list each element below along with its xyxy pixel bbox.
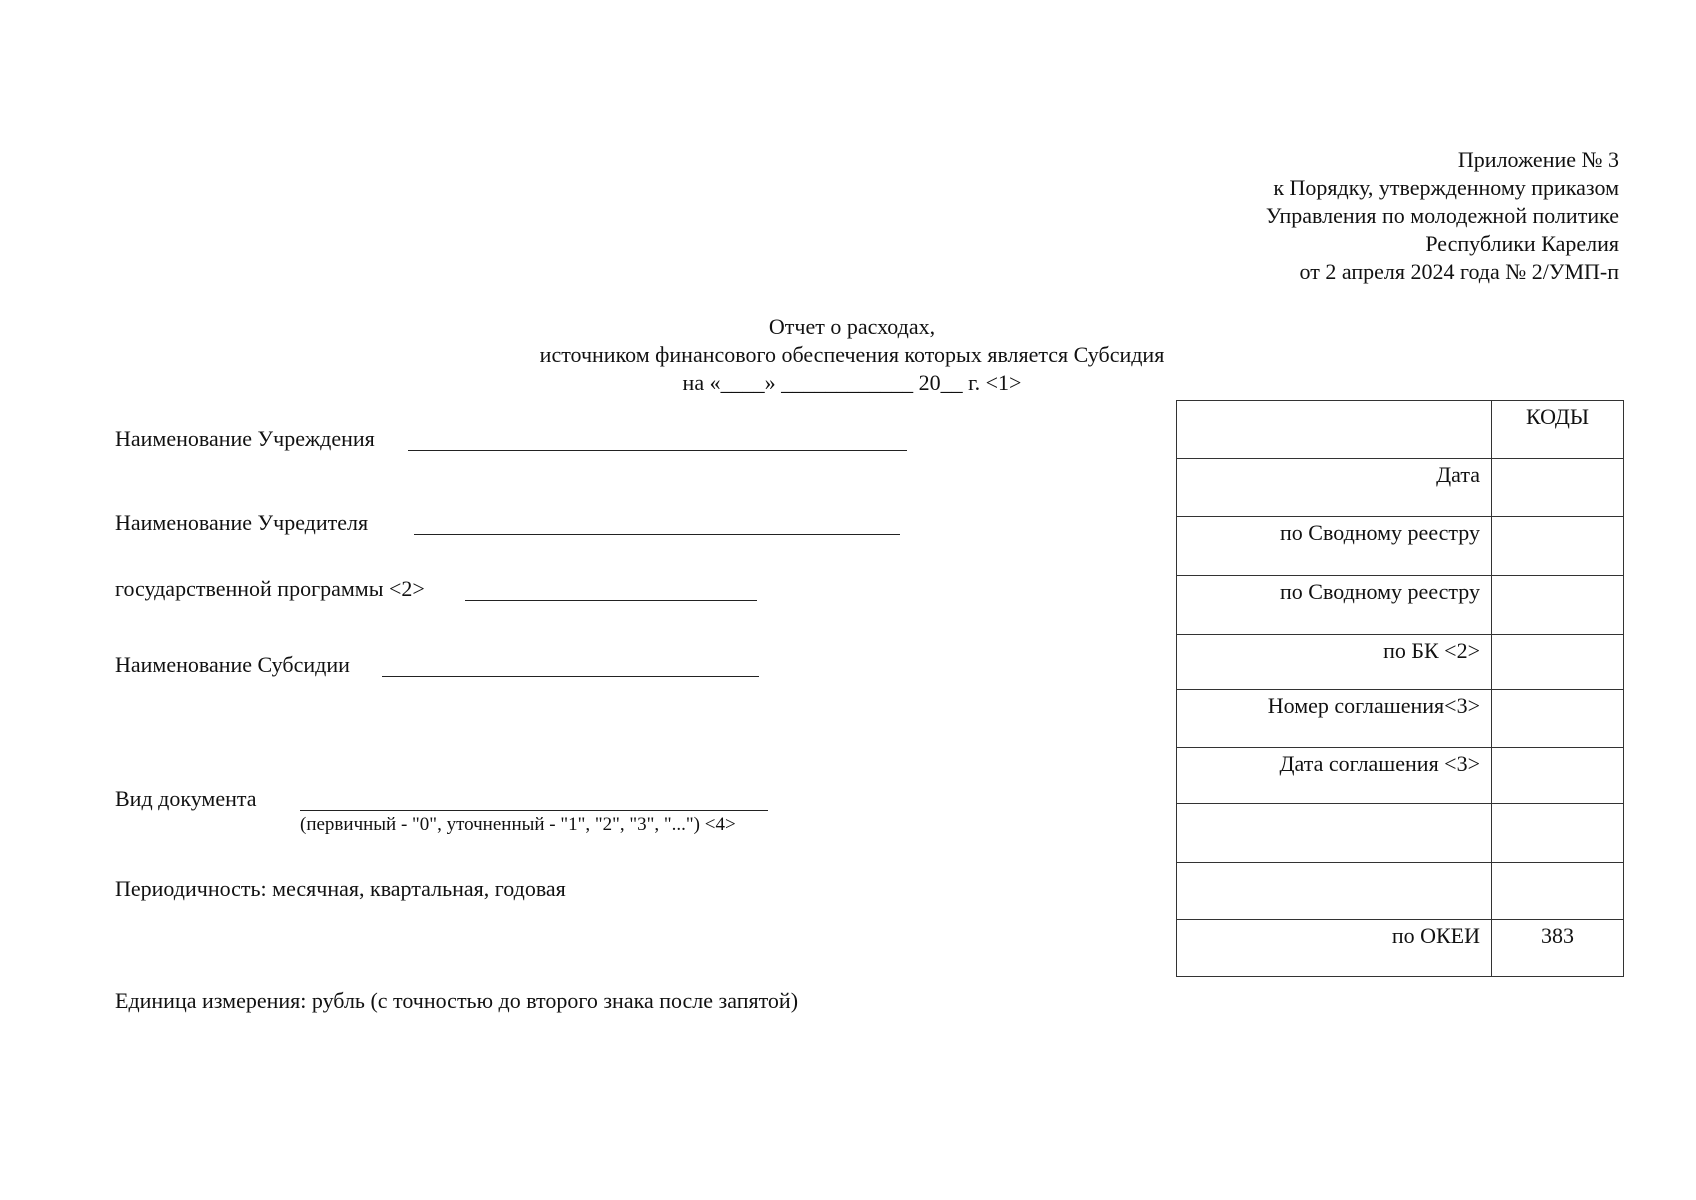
- appendix-line: Республики Карелия: [1425, 231, 1619, 256]
- program-field[interactable]: [465, 600, 757, 601]
- codes-row-label: [1177, 863, 1492, 920]
- unit-text: Единица измерения: рубль (с точностью до второго знака после запятой): [115, 988, 799, 1013]
- codes-row: [1177, 517, 1624, 576]
- codes-table: [1176, 400, 1624, 977]
- codes-row-label: по Сводному реестру: [1177, 517, 1492, 576]
- appendix-line: Приложение № 3: [1457, 147, 1619, 172]
- codes-row-value[interactable]: [1492, 576, 1624, 635]
- subsidy-field[interactable]: [382, 676, 759, 677]
- codes-row: [1177, 690, 1624, 748]
- report-title-line1: Отчет о расходах,: [768, 314, 936, 339]
- codes-row-label: [1177, 804, 1492, 863]
- institution-field[interactable]: [408, 450, 907, 451]
- report-date-line: на «____» ____________ 20__ г. <1>: [682, 370, 1022, 395]
- report-title-line2: источником финансового обеспечения которых является Субсидия: [539, 342, 1165, 367]
- appendix-line: Управления по молодежной политике: [1265, 203, 1619, 228]
- codes-row-value[interactable]: [1492, 517, 1624, 576]
- founder-field[interactable]: [414, 534, 900, 535]
- codes-row: [1177, 748, 1624, 804]
- codes-row-label: по ОКЕИ: [1177, 920, 1492, 977]
- codes-row: [1177, 635, 1624, 690]
- codes-row-label: Дата: [1177, 459, 1492, 517]
- subsidy-label: Наименование Субсидии: [115, 652, 350, 677]
- codes-row-value[interactable]: [1492, 748, 1624, 804]
- codes-row-value[interactable]: 383: [1492, 920, 1624, 977]
- appendix-header: [1266, 146, 1619, 286]
- codes-header: КОДЫ: [1492, 401, 1624, 459]
- codes-row: [1177, 920, 1624, 977]
- codes-header-empty: [1177, 401, 1492, 459]
- program-label: государственной программы <2>: [115, 576, 425, 601]
- appendix-line: от 2 апреля 2024 года № 2/УМП-п: [1299, 259, 1619, 284]
- periodicity-text: Периодичность: месячная, квартальная, годовая: [115, 876, 566, 901]
- codes-row: [1177, 804, 1624, 863]
- codes-row-label: по БК <2>: [1177, 635, 1492, 690]
- institution-label: Наименование Учреждения: [115, 426, 375, 451]
- codes-header-row: [1177, 401, 1624, 459]
- appendix-line: к Порядку, утвержденному приказом: [1273, 175, 1619, 200]
- codes-row: [1177, 459, 1624, 517]
- codes-row-value[interactable]: [1492, 804, 1624, 863]
- doc-type-field[interactable]: [300, 810, 768, 811]
- codes-row-value[interactable]: [1492, 863, 1624, 920]
- founder-label: Наименование Учредителя: [115, 510, 369, 535]
- codes-row-label: Дата соглашения <3>: [1177, 748, 1492, 804]
- codes-row: [1177, 576, 1624, 635]
- codes-row: [1177, 863, 1624, 920]
- codes-row-label: по Сводному реестру: [1177, 576, 1492, 635]
- codes-row-value[interactable]: [1492, 635, 1624, 690]
- doc-type-label: Вид документа: [115, 786, 257, 811]
- codes-row-value[interactable]: [1492, 690, 1624, 748]
- codes-row-value[interactable]: [1492, 459, 1624, 517]
- doc-type-hint: (первичный - "0", уточненный - "1", "2", "3", "...") <4>: [300, 814, 736, 835]
- report-title: [504, 313, 1200, 397]
- codes-row-label: Номер соглашения<3>: [1177, 690, 1492, 748]
